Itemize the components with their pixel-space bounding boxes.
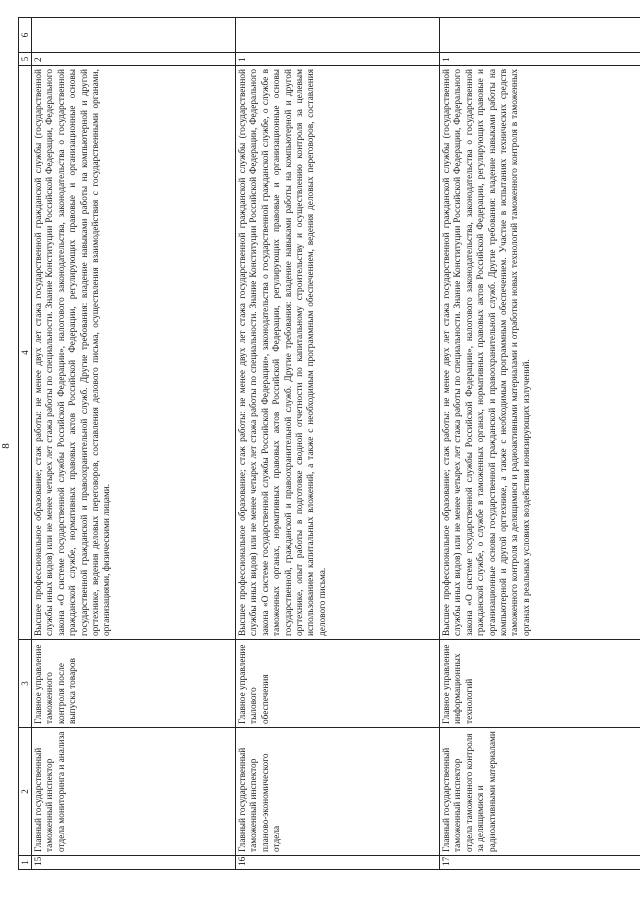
header-col-1: 1 xyxy=(19,856,32,870)
row-number: 17. xyxy=(440,856,640,870)
position-title: Главный государственный таможенный инспектор планово-экономического отдела xyxy=(236,728,440,856)
header-col-6: 6 xyxy=(19,18,32,53)
vacancy-count: 1 xyxy=(440,53,640,66)
table-header-row xyxy=(19,18,32,870)
department-name: Главное управление тылового обеспечения xyxy=(236,640,440,728)
header-col-4: 4 xyxy=(19,66,32,640)
position-title: Главный государственный таможенный инспектор отдела таможенного контроля за делящимися и радиоактивными материалами xyxy=(440,728,640,856)
table-row xyxy=(32,18,236,870)
header-col-5: 5 xyxy=(19,53,32,66)
table-row xyxy=(236,18,440,870)
position-title: Главный государственный таможенный инспектор отдела мониторинга и анализа xyxy=(32,728,236,856)
header-col-2: 2 xyxy=(19,728,32,856)
qualification-requirements: Высшее профессиональное образование; стаж работы: не менее двух лет стажа государственной гражданской службы (государственной службы иных видов) или не менее четырех лет стажа работы по специальности. Знание Конституции Российской Федерации, Федерального закона «О системе государственной службы Российской Федерации», налогового законодательства, законодательства о государственной гражданской службе, нормативных правовых актов Российской Федерации, регулирующих правовые и организационные основы государственной гражданской и правоохранительной служб. Другие требования: владение навыками работы на компьютерной и другой оргтехнике, ведения деловых переговоров, составления делового письма, осуществления взаимодействия с государственными органами, организациями, физическими лицами. xyxy=(32,66,236,640)
column-6-cell xyxy=(236,18,440,53)
department-name: Главное управление информационных технологий xyxy=(440,640,640,728)
header-col-3: 3 xyxy=(19,640,32,728)
positions-table xyxy=(18,17,640,870)
qualification-requirements: Высшее профессиональное образование; стаж работы: не менее двух лет стажа государственной гражданской службы (государственной службы иных видов) или не менее четырех лет стажа работы по специальности. Знание Конституции Российской Федерации, Федерального закона «О системе государственной службы Российской Федерации», законодательства о государственной гражданской службе, о службе в таможенных органах, нормативных правовых актов Российской Федерации, регулирующих правовые и организационные основы государственной, гражданской и правоохранительной служб. Другие требования: владение навыками работы на компьютерной и другой оргтехнике, опыт работы в подготовке сводной отчетности по капитальному строительству и осуществлению контроля за целевым использованием капитальных вложений, а также с необходимым программным обеспечением, ведения деловых переговоров, составления делового письма. xyxy=(236,66,440,640)
row-number: 16. xyxy=(236,856,440,870)
page-number: 8 xyxy=(0,443,12,449)
vacancy-count: 1 xyxy=(236,53,440,66)
column-6-cell xyxy=(440,18,640,53)
vacancy-count: 2 xyxy=(32,53,236,66)
table-row xyxy=(440,18,640,870)
row-number: 15. xyxy=(32,856,236,870)
column-6-cell xyxy=(32,18,236,53)
department-name: Главное управление таможенного контроля после выпуска товаров xyxy=(32,640,236,728)
qualification-requirements: Высшее профессиональное образование; стаж работы: не менее двух лет стажа государственной гражданской службы (государственной службы иных видов) или не менее четырех лет стажа работы по специальности. Знание Конституции Российской Федерации, Федерального закона «О системе государственной службы Российской Федерации», налогового законодательства, законодательства о государственной гражданской службе, о службе в таможенных органах, нормативных правовых актов Российской Федерации, регулирующих правовые и организационные основы государственной гражданской и правоохранительной служб. Другие требования: владение навыками работы на компьютерной и другой оргтехнике, а также с необходимым программным обеспечением. Участие в испытаниях технических средств таможенного контроля за делящимися и радиоактивными материалами и отработки новых технологий таможенного контроля в таможенных органах в реальных условиях воздействия ионизирующих излучений. xyxy=(440,66,640,640)
